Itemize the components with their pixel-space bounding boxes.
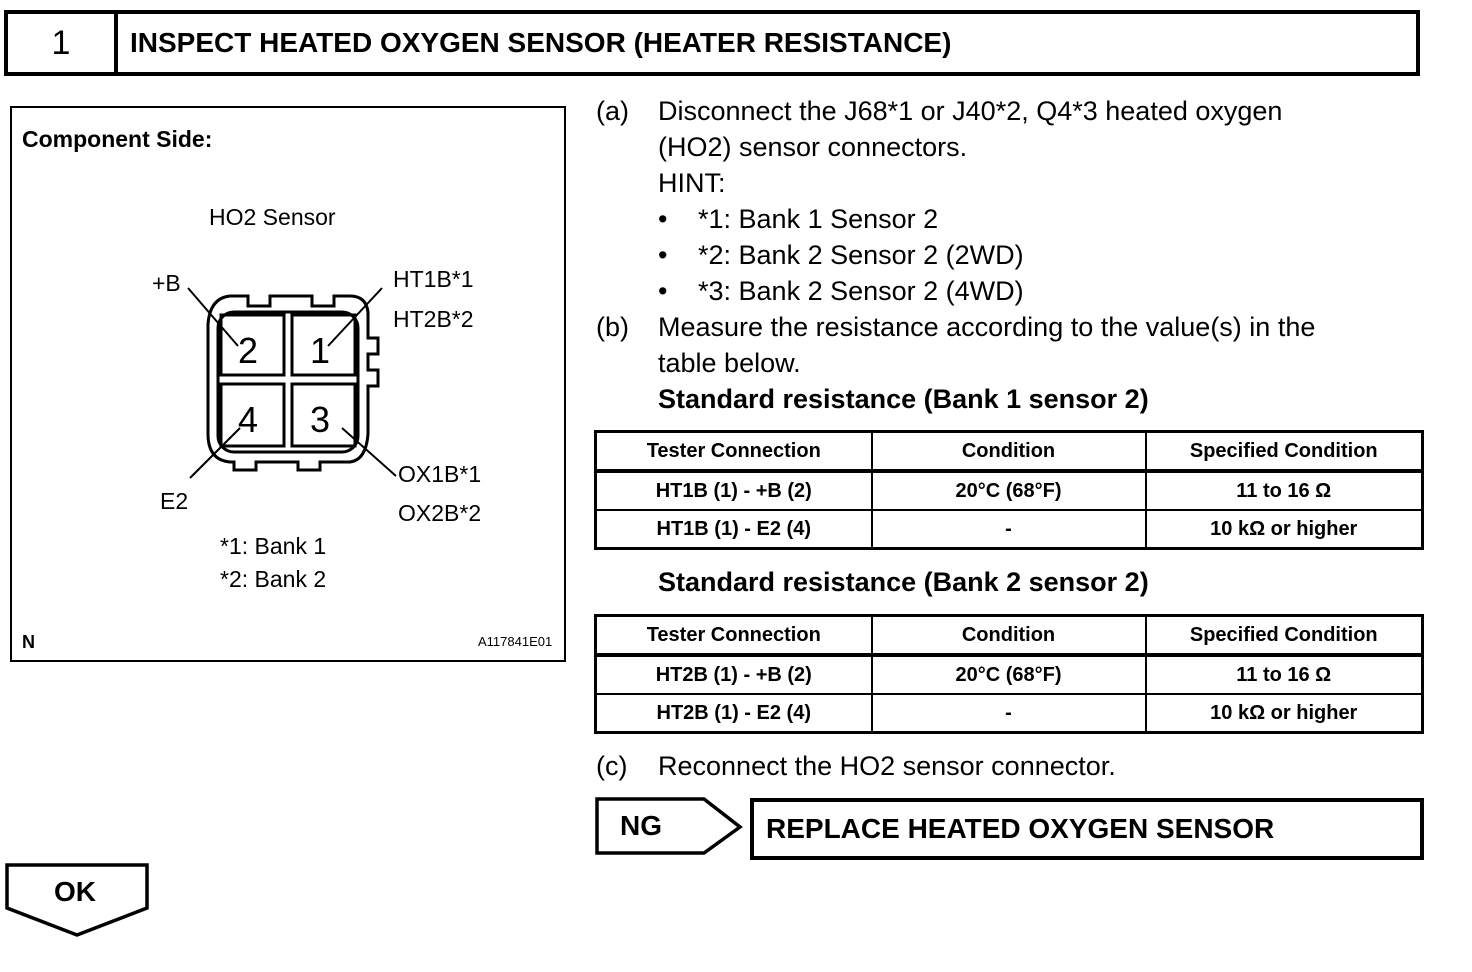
label-ox2b: OX2B*2: [398, 500, 482, 526]
table-header-row: [596, 432, 1423, 472]
column-header: Condition: [872, 616, 1146, 656]
label-ox1b: OX1B*1: [398, 461, 482, 487]
pin-number: 1: [310, 330, 331, 371]
instruction-b-line1: Measure the resistance according to the value(s) in the: [658, 312, 1316, 342]
instruction-a-line2: (HO2) sensor connectors.: [658, 132, 968, 162]
resistance-table-bank2: [594, 614, 1424, 734]
table-cell: HT2B (1) - +B (2): [596, 655, 872, 694]
bullet: •: [658, 204, 668, 234]
figure-id: A117841E01: [478, 634, 553, 649]
sensor-label: HO2 Sensor: [209, 204, 336, 230]
table-cell: 11 to 16 Ω: [1146, 655, 1423, 694]
bullet: •: [658, 240, 668, 270]
ng-action-box: REPLACE HEATED OXYGEN SENSOR: [750, 798, 1424, 860]
figure-note: *2: Bank 2: [220, 566, 327, 592]
hint-item: *1: Bank 1 Sensor 2: [698, 204, 939, 234]
figure-corner-letter: N: [22, 632, 35, 652]
figure-heading: Component Side:: [22, 126, 213, 152]
pin-number: 4: [238, 399, 259, 440]
step-marker-c: (c): [596, 751, 628, 781]
table-row: [596, 510, 1423, 549]
hint-label: HINT:: [658, 168, 726, 198]
column-header: Condition: [872, 432, 1146, 472]
column-header: Tester Connection: [596, 432, 872, 472]
table-row: [596, 655, 1423, 694]
table-title: Standard resistance (Bank 2 sensor 2): [658, 567, 1149, 597]
step-marker-a: (a): [596, 96, 629, 126]
table-cell: 10 kΩ or higher: [1146, 510, 1423, 549]
step-header: [4, 10, 1420, 76]
table-header-row: [596, 616, 1423, 656]
hint-item: *2: Bank 2 Sensor 2 (2WD): [698, 240, 1024, 270]
table-cell: -: [872, 694, 1146, 733]
table-title: Standard resistance (Bank 1 sensor 2): [658, 384, 1149, 414]
step-title: INSPECT HEATED OXYGEN SENSOR (HEATER RESISTANCE): [130, 27, 952, 58]
instruction-b-line2: table below.: [658, 348, 801, 378]
instruction-a-line1: Disconnect the J68*1 or J40*2, Q4*3 heated oxygen: [658, 96, 1283, 126]
label-plus-b: +B: [152, 270, 181, 296]
bullet: •: [658, 276, 668, 306]
hint-item: *3: Bank 2 Sensor 2 (4WD): [698, 276, 1024, 306]
table-cell: 11 to 16 Ω: [1146, 471, 1423, 510]
table-cell: HT1B (1) - +B (2): [596, 471, 872, 510]
table-row: [596, 694, 1423, 733]
table-cell: 10 kΩ or higher: [1146, 694, 1423, 733]
label-ht1b: HT1B*1: [393, 266, 474, 292]
instruction-c-line: Reconnect the HO2 sensor connector.: [658, 751, 1116, 781]
pin-number: 2: [238, 330, 259, 371]
ng-arrow-shape: [594, 796, 746, 858]
table-cell: HT1B (1) - E2 (4): [596, 510, 872, 549]
ok-label: OK: [54, 876, 96, 907]
connector-figure: [10, 106, 566, 662]
label-e2: E2: [160, 488, 189, 514]
label-ht2b: HT2B*2: [393, 306, 474, 332]
column-header: Tester Connection: [596, 616, 872, 656]
step-marker-b: (b): [596, 312, 629, 342]
pin-number: 3: [310, 399, 331, 440]
table-cell: 20°C (68°F): [872, 655, 1146, 694]
ng-label: NG: [620, 810, 662, 841]
table-cell: 20°C (68°F): [872, 471, 1146, 510]
table-row: [596, 471, 1423, 510]
table-cell: HT2B (1) - E2 (4): [596, 694, 872, 733]
table-cell: -: [872, 510, 1146, 549]
column-header: Specified Condition: [1146, 432, 1423, 472]
resistance-table-bank1: [594, 430, 1424, 550]
column-header: Specified Condition: [1146, 616, 1423, 656]
figure-note: *1: Bank 1: [220, 533, 327, 559]
step-number: 1: [8, 14, 118, 72]
